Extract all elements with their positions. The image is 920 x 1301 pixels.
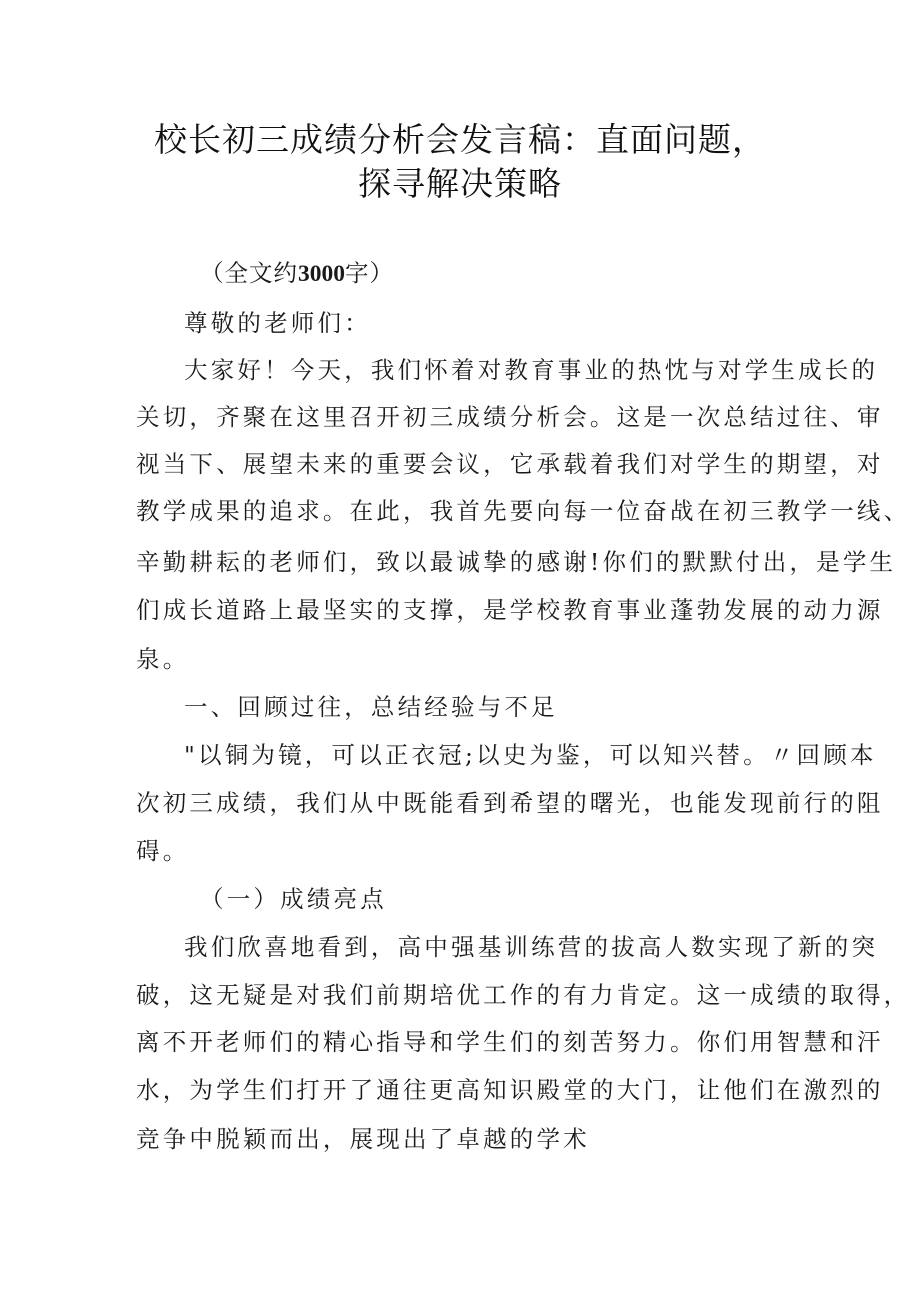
word-count-open: （全文约 <box>200 259 298 287</box>
paragraph-1-line: 视当下、展望未来的重要会议，它承载着我们对学生的期望，对 <box>136 450 884 478</box>
section-1-heading: 一、回顾过往，总结经验与不足 <box>184 693 558 721</box>
paragraph-1-line: 大家好！今天，我们怀着对教育事业的热忱与对学生成长的 <box>184 356 879 384</box>
paragraph-2-line: 碍。 <box>136 837 190 865</box>
paragraph-3-line: 破，这无疑是对我们前期培优工作的有力肯定。这一成绩的取得， <box>136 981 911 1009</box>
paragraph-3-line: 竞争中脱颖而出，展现出了卓越的学术 <box>136 1125 590 1153</box>
document-title-line-1: 校长初三成绩分析会发言稿：直面问题， <box>154 120 766 159</box>
document-title-line-2: 探寻解决策略 <box>358 164 562 203</box>
paragraph-1-line: 教学成果的追求。在此，我首先要向每一位奋战在初三教学一线、 <box>136 497 911 525</box>
paragraph-3-line: 水，为学生们打开了通往更高知识殿堂的大门，让他们在激烈的 <box>136 1076 884 1104</box>
word-count-close: 字） <box>345 259 394 287</box>
paragraph-2-line: "以铜为镜，可以正衣冠;以史为鉴，可以知兴替。〃回顾本 <box>184 741 877 769</box>
paragraph-1-line: 辛勤耕耘的老师们，致以最诚挚的感谢!你们的默默付出，是学生 <box>136 548 897 576</box>
paragraph-2-line: 次初三成绩，我们从中既能看到希望的曙光，也能发现前行的阻 <box>136 789 884 817</box>
word-count-number: 3000 <box>298 261 345 287</box>
paragraph-1-line: 们成长道路上最坚实的支撑，是学校教育事业蓬勃发展的动力源 <box>136 596 884 624</box>
paragraph-1-line: 泉。 <box>136 645 190 673</box>
paragraph-3-line: 离不开老师们的精心指导和学生们的刻苦努力。你们用智慧和汗 <box>136 1028 884 1056</box>
paragraph-1-line: 关切，齐聚在这里召开初三成绩分析会。这是一次总结过往、审 <box>136 403 884 431</box>
salutation: 尊敬的老师们： <box>184 309 371 337</box>
paragraph-3-line: 我们欣喜地看到，高中强基训练营的拔高人数实现了新的突 <box>184 933 879 961</box>
word-count-note <box>200 258 860 289</box>
subsection-1-heading: （一）成绩亮点 <box>200 885 387 913</box>
